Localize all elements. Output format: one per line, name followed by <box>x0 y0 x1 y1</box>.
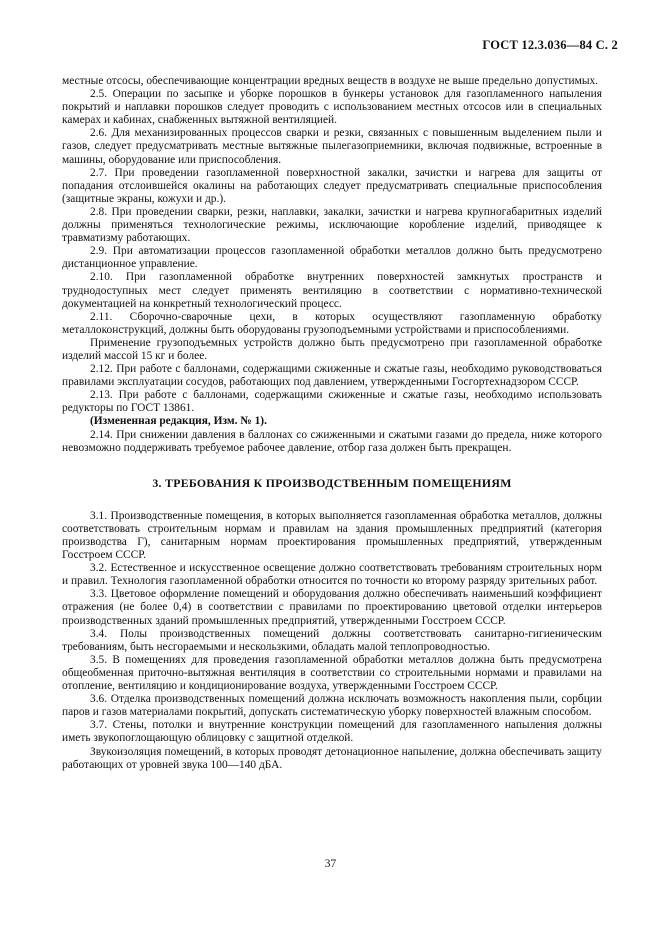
section-title: 3. ТРЕБОВАНИЯ К ПРОИЗВОДСТВЕННЫМ ПОМЕЩЕНИЯМ <box>152 475 512 490</box>
paragraph-2-6: 2.6. Для механизированных процессов сварки и резки, связанных с повышенным выделением пыли и газов, следует предусматривать местные вытяжные пылегазоприемники, включая подвижные, встроенные в машины, оборудование или приспособления. <box>62 127 602 166</box>
paragraph-2-11: 2.11. Сборочно-сварочные цехи, в которых осуществляют газопламенную обработку металлоконструкций, должны быть оборудованы грузоподъемными устройствами и приспособлениями. <box>62 310 602 336</box>
paragraph-3-7-soundproofing: Звукоизоляция помещений, в которых проводят детонационное напыление, должна обеспечивать защиту работающих от уровней звука 100—140 дБА. <box>62 745 602 771</box>
paragraph-3-6: 3.6. Отделка производственных помещений должна исключать возможность накопления пыли, сорбции паров и газов материалами покрытий, допускать систематическую уборку поверхностей влажным способом. <box>62 693 602 719</box>
paragraph-3-7: 3.7. Стены, потолки и внутренние конструкции помещений для газопламенного напыления должны иметь звукопоглощающую облицовку с защитной отделкой. <box>62 719 602 745</box>
paragraph-2-7: 2.7. При проведении газопламенной поверхностной закалки, зачистки и нагрева для защиты от попадания отслоившейся окалины на работающих следует предусматривать специальные приспособления (защитные экраны, кожухи и др.). <box>62 166 602 205</box>
paragraph-2-8: 2.8. При проведении сварки, резки, наплавки, закалки, зачистки и нагрева крупногабаритных изделий должны применяться технологические режимы, исключающие коробление изделий, приводящее к травматизму работающих. <box>62 205 602 245</box>
paragraph-2-13: 2.13. При работе с баллонами, содержащими сжиженные и сжатые газы, необходимо использовать редукторы по ГОСТ 13861. <box>62 389 602 415</box>
paragraph-continuation: местные отсосы, обеспечивающие концентрации вредных веществ в воздухе не выше предельно допустимых. <box>62 75 599 87</box>
paragraph-3-1: 3.1. Производственные помещения, в которых выполняется газопламенная обработка металлов, должны соответствовать строительным нормам и правилам на здания промышленных предприятий (категория производства Г), санитарным нормам проектирования промышленных предприятий, утвержденным Госстроем СССР. <box>62 509 602 562</box>
paragraph-2-11-lifting: Применение грузоподъемных устройств должно быть предусмотрено при газопламенной обработке изделий массой 15 кг и более. <box>62 336 602 362</box>
paragraph-3-3: 3.3. Цветовое оформление помещений и оборудования должно обеспечивать наименьший коэффициент отражения (не более 0,4) в соответствии с правилами по проектированию цветовой отделки интерьеров производственных зданий промышленных предприятий, утвержденными Госстроем СССР. <box>62 588 602 627</box>
paragraph-3-2: 3.2. Естественное и искусственное освещение должно соответствовать требованиям строительных норм и правил. Технология газопламенной обработки относится по точности ко второму разряду зрительных работ. <box>62 562 602 588</box>
paragraph-3-5: 3.5. В помещениях для проведения газопламенной обработки металлов должна быть предусмотрена общеобменная приточно-вытяжная вентиляция в соответствии со строительными нормами и правилами на отопление, вентиляцию и кондиционирование воздуха, утвержденными Госстроем СССР. <box>62 653 602 693</box>
paragraph-2-9: 2.9. При автоматизации процессов газопламенной обработки металлов должно быть предусмотрено дистанционное управление. <box>62 245 602 271</box>
amendment-note: (Измененная редакция, Изм. № 1). <box>90 415 267 428</box>
paragraph-2-12: 2.12. При работе с баллонами, содержащими сжиженные и сжатые газы, необходимо руководствоваться правилами эксплуатации сосудов, работающих под давлением, утвержденными Госгортехнадзором СССР. <box>62 363 602 389</box>
paragraph-2-10: 2.10. При газопламенной обработке внутренних поверхностей замкнутых пространств и труднодоступных мест следует применять вентиляцию в соответствии с нормативно-технической документацией на конкретный технологический процесс. <box>62 271 602 310</box>
page-content <box>62 75 602 772</box>
paragraph-2-5: 2.5. Операции по засыпке и уборке порошков в бункеры установок для газопламенного напыления покрытий и наплавки порошков следует проводить с использованием местных отсосов или в специальных камерах и кабинах, снабженных вытяжной вентиляцией. <box>62 88 602 127</box>
paragraph-2-14: 2.14. При снижении давления в баллонах со сжиженными и сжатыми газами до предела, ниже которого невозможно поддерживать требуемое рабочее давление, отбор газа должен быть прекращен. <box>62 428 602 454</box>
page-header: ГОСТ 12.3.036—84 С. 2 <box>482 38 618 52</box>
page-number: 37 <box>324 858 337 870</box>
paragraph-3-4: 3.4. Полы производственных помещений должны соответствовать санитарно-гигиеническим требованиям, быть несгораемыми и нескользкими, обладать малой теплопроводностью. <box>62 627 602 653</box>
